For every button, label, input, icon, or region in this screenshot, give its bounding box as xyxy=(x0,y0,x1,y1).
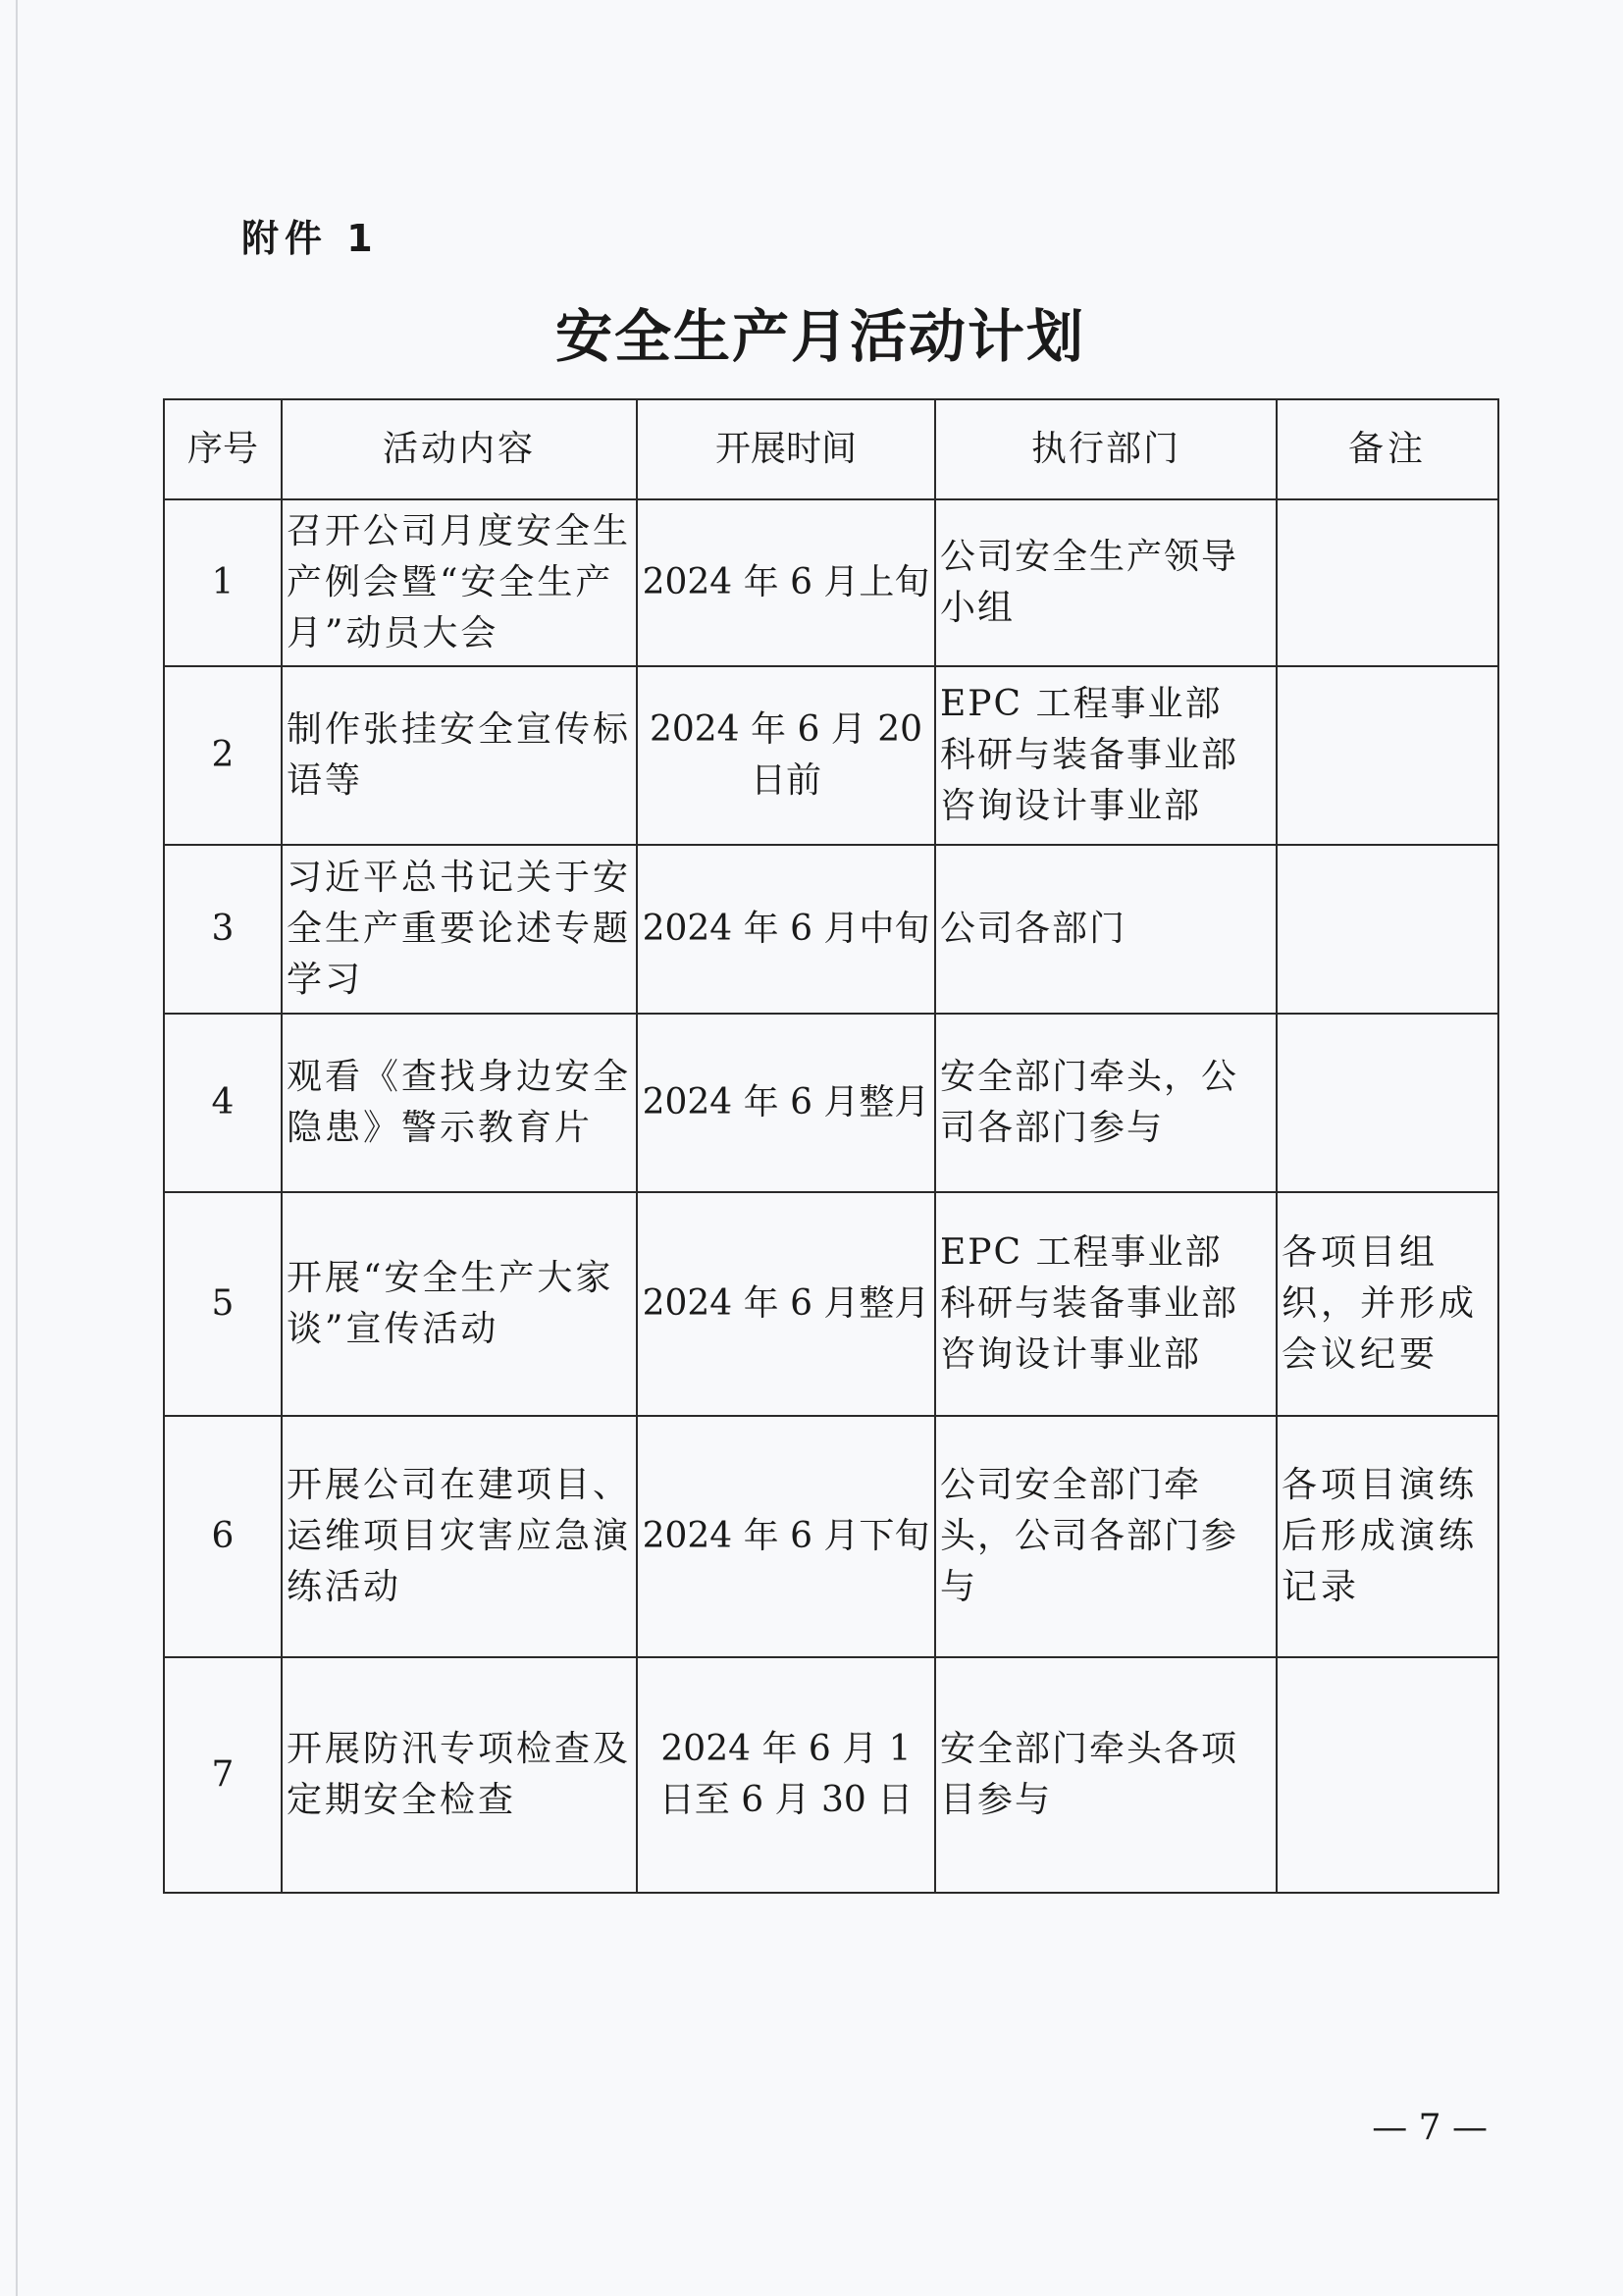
cell-content: 开展公司在建项目、运维项目灾害应急演练活动 xyxy=(282,1416,637,1657)
cell-note: 各项目组织，并形成会议纪要 xyxy=(1277,1192,1498,1416)
cell-content: 开展“安全生产大家谈”宣传活动 xyxy=(282,1192,637,1416)
dept-line: 公司安全生产领导小组 xyxy=(940,537,1239,628)
cell-note xyxy=(1277,1014,1498,1192)
header-note: 备注 xyxy=(1277,399,1498,499)
cell-dept xyxy=(935,1192,1277,1416)
cell-content: 开展防汛专项检查及定期安全检查 xyxy=(282,1657,637,1893)
attachment-label: 附件 1 xyxy=(241,217,379,260)
cell-time: 2024 年 6 月整月 xyxy=(637,1192,935,1416)
dept-line: 咨询设计事业部 xyxy=(940,786,1202,826)
cell-content: 召开公司月度安全生产例会暨“安全生产月”动员大会 xyxy=(282,499,637,666)
document-title: 安全生产月活动计划 xyxy=(554,303,1085,370)
cell-time: 2024 年 6 月上旬 xyxy=(637,499,935,666)
cell-dept xyxy=(935,1416,1277,1657)
page-number: — 7 — xyxy=(1372,2108,1488,2148)
cell-dept xyxy=(935,845,1277,1014)
dept-line: 咨询设计事业部 xyxy=(940,1334,1202,1375)
table-header-row xyxy=(164,399,1498,499)
header-time: 开展时间 xyxy=(637,399,935,499)
dept-line: 公司安全部门牵头，公司各部门参与 xyxy=(940,1465,1239,1607)
cell-no: 4 xyxy=(164,1014,282,1192)
table-row xyxy=(164,499,1498,666)
cell-note xyxy=(1277,845,1498,1014)
cell-time: 2024 年 6 月 1 日至 6 月 30 日 xyxy=(637,1657,935,1893)
header-dept: 执行部门 xyxy=(935,399,1277,499)
dept-line: EPC 工程事业部 xyxy=(940,684,1223,724)
cell-note xyxy=(1277,499,1498,666)
cell-dept xyxy=(935,1657,1277,1893)
cell-dept xyxy=(935,666,1277,845)
cell-no: 3 xyxy=(164,845,282,1014)
cell-no: 7 xyxy=(164,1657,282,1893)
dept-line: 安全部门牵头各项目参与 xyxy=(940,1729,1239,1820)
dept-line: 科研与装备事业部 xyxy=(940,735,1239,775)
header-no: 序号 xyxy=(164,399,282,499)
cell-content: 观看《查找身边安全隐患》警示教育片 xyxy=(282,1014,637,1192)
cell-no: 1 xyxy=(164,499,282,666)
cell-note xyxy=(1277,666,1498,845)
table-row xyxy=(164,845,1498,1014)
cell-content: 习近平总书记关于安全生产重要论述专题学习 xyxy=(282,845,637,1014)
cell-content: 制作张挂安全宣传标语等 xyxy=(282,666,637,845)
table-row xyxy=(164,1416,1498,1657)
table-row xyxy=(164,1014,1498,1192)
header-content: 活动内容 xyxy=(282,399,637,499)
cell-note xyxy=(1277,1657,1498,1893)
dept-line: 公司各部门 xyxy=(940,909,1127,949)
table-row xyxy=(164,1192,1498,1416)
dept-line: 安全部门牵头，公司各部门参与 xyxy=(940,1057,1239,1148)
table-row xyxy=(164,666,1498,845)
cell-time: 2024 年 6 月整月 xyxy=(637,1014,935,1192)
cell-dept xyxy=(935,499,1277,666)
table-row xyxy=(164,1657,1498,1893)
cell-time: 2024 年 6 月 20 日前 xyxy=(637,666,935,845)
activity-plan-table xyxy=(163,398,1499,1894)
cell-time: 2024 年 6 月中旬 xyxy=(637,845,935,1014)
cell-no: 6 xyxy=(164,1416,282,1657)
cell-no: 2 xyxy=(164,666,282,845)
cell-time: 2024 年 6 月下旬 xyxy=(637,1416,935,1657)
cell-note: 各项目演练后形成演练记录 xyxy=(1277,1416,1498,1657)
dept-line: EPC 工程事业部 xyxy=(940,1232,1223,1273)
cell-dept xyxy=(935,1014,1277,1192)
dept-line: 科研与装备事业部 xyxy=(940,1283,1239,1324)
cell-no: 5 xyxy=(164,1192,282,1416)
